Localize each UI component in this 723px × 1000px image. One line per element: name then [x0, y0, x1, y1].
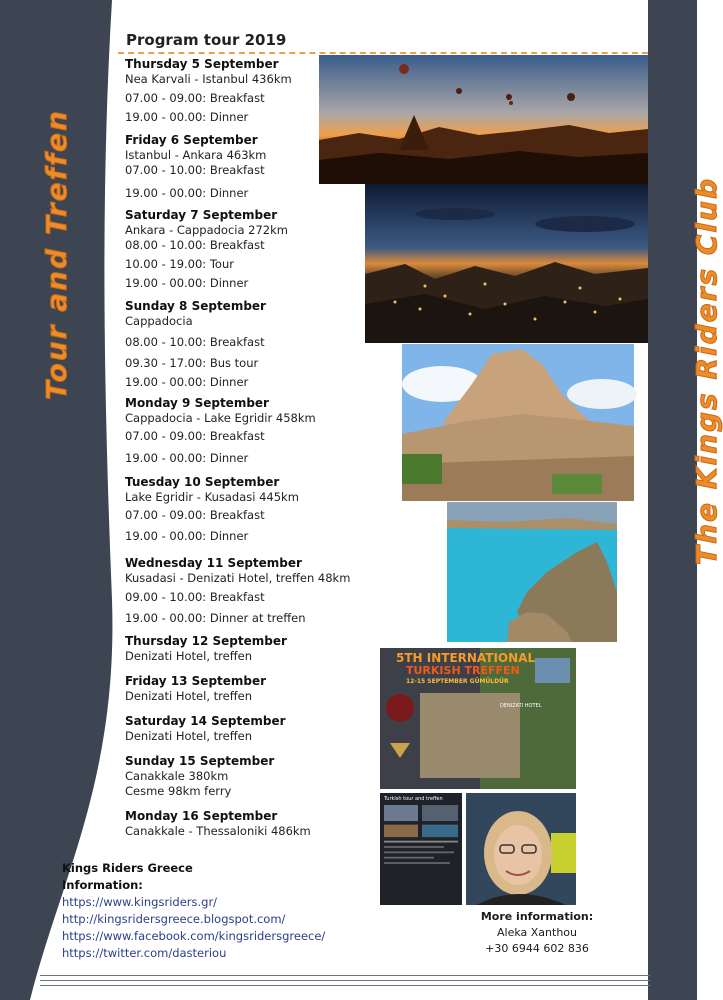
- page-title: Program tour 2019: [126, 31, 287, 49]
- day-heading: Saturday 7 September: [125, 208, 278, 222]
- day-tuesday-10: [125, 475, 425, 544]
- contact-phone: +30 6944 602 836: [485, 942, 589, 955]
- balloons-sunset-photo: [319, 55, 648, 184]
- day-heading: Monday 16 September: [125, 809, 278, 823]
- schedule-line: 19.00 - 00.00: Dinner: [125, 451, 249, 465]
- schedule-line: 08.00 - 10.00: Breakfast: [125, 335, 265, 349]
- day-heading: Sunday 15 September: [125, 754, 275, 768]
- schedule-line: 07.00 - 09.00: Breakfast: [125, 91, 265, 105]
- contact-portrait: [466, 793, 576, 905]
- bottom-divider: [40, 985, 650, 986]
- route: Cappadocia - Lake Egridir 458km: [125, 411, 316, 425]
- cappadocia-night-photo: [365, 184, 648, 343]
- schedule-line: 19.00 - 00.00: Dinner: [125, 529, 249, 543]
- schedule-line: 19.00 - 00.00: Dinner: [125, 276, 249, 290]
- uchisar-castle-photo: [402, 344, 634, 501]
- route: Cesme 98km ferry: [125, 784, 232, 798]
- schedule-line: 09.00 - 10.00: Breakfast: [125, 590, 265, 604]
- day-heading: Sunday 8 September: [125, 299, 266, 313]
- schedule-line: 07.00 - 10.00: Breakfast: [125, 163, 265, 177]
- route: Ankara - Cappadocia 272km: [125, 223, 288, 237]
- poster-hotel: DENIZATI HOTEL: [500, 703, 542, 709]
- day-heading: Monday 9 September: [125, 396, 269, 410]
- schedule-line: 19.00 - 00.00: Dinner at treffen: [125, 611, 306, 625]
- route: Denizati Hotel, treffen: [125, 729, 252, 743]
- day-monday-9: [125, 396, 425, 466]
- bottom-divider: [40, 975, 650, 976]
- route: Kusadasi - Denizati Hotel, treffen 48km: [125, 571, 351, 585]
- poster-subhead: TURKISH TREFFEN: [406, 664, 520, 677]
- route: Canakkale - Thessaloniki 486km: [125, 824, 311, 838]
- schedule-line: 09.30 - 17.00: Bus tour: [125, 356, 259, 370]
- link-facebook[interactable]: https://www.facebook.com/kingsridersgreece/: [62, 929, 326, 943]
- schedule-line: 08.00 - 10.00: Breakfast: [125, 238, 265, 252]
- information-label: Information:: [62, 878, 143, 892]
- route: Cappadocia: [125, 314, 193, 328]
- route: Denizati Hotel, treffen: [125, 649, 252, 663]
- schedule-line: 07.00 - 09.00: Breakfast: [125, 508, 265, 522]
- poster-dates: 12-15 SEPTEMBER GÜMÜLDÜR: [406, 678, 509, 685]
- route: Istanbul - Ankara 463km: [125, 148, 267, 162]
- lake-egridir-photo: [447, 502, 617, 642]
- day-heading: Friday 13 September: [125, 674, 267, 688]
- link-kingsriders-website[interactable]: https://www.kingsriders.gr/: [62, 895, 218, 909]
- route: Canakkale 380km: [125, 769, 229, 783]
- tour-flyer: [380, 793, 462, 905]
- bottom-divider: [40, 980, 650, 981]
- schedule-line: 19.00 - 00.00: Dinner: [125, 375, 249, 389]
- day-heading: Saturday 14 September: [125, 714, 286, 728]
- treffen-poster: [380, 648, 576, 789]
- route: Nea Karvali - Istanbul 436km: [125, 72, 292, 86]
- kings-riders-club-title: The Kings Riders Club: [690, 177, 723, 565]
- link-blogspot[interactable]: http://kingsridersgreece.blogspot.com/: [62, 912, 286, 926]
- poster-headline: 5TH INTERNATIONAL: [396, 651, 536, 665]
- more-information-label: More information:: [480, 910, 594, 923]
- day-heading: Wednesday 11 September: [125, 556, 302, 570]
- club-information: [62, 860, 325, 962]
- day-heading: Tuesday 10 September: [125, 475, 280, 489]
- schedule-line: 07.00 - 09.00: Breakfast: [125, 429, 265, 443]
- contact-block: [462, 909, 612, 957]
- day-heading: Thursday 12 September: [125, 634, 287, 648]
- schedule-line: 19.00 - 00.00: Dinner: [125, 110, 249, 124]
- org-name: Kings Riders Greece: [62, 861, 193, 875]
- schedule-line: 19.00 - 00.00: Dinner: [125, 186, 249, 200]
- tour-and-treffen-title: Tour and Treffen: [40, 109, 73, 400]
- route: Lake Egridir - Kusadasi 445km: [125, 490, 299, 504]
- day-heading: Friday 6 September: [125, 133, 258, 147]
- day-wednesday-11: [125, 556, 425, 626]
- schedule-line: 10.00 - 19.00: Tour: [125, 257, 234, 271]
- contact-name: Aleka Xanthou: [497, 926, 577, 939]
- route: Denizati Hotel, treffen: [125, 689, 252, 703]
- flyer-title: Turkish tour and treffen: [384, 796, 443, 802]
- day-heading: Thursday 5 September: [125, 57, 279, 71]
- link-twitter[interactable]: https://twitter.com/dasteriou: [62, 946, 227, 960]
- title-divider: [118, 52, 648, 54]
